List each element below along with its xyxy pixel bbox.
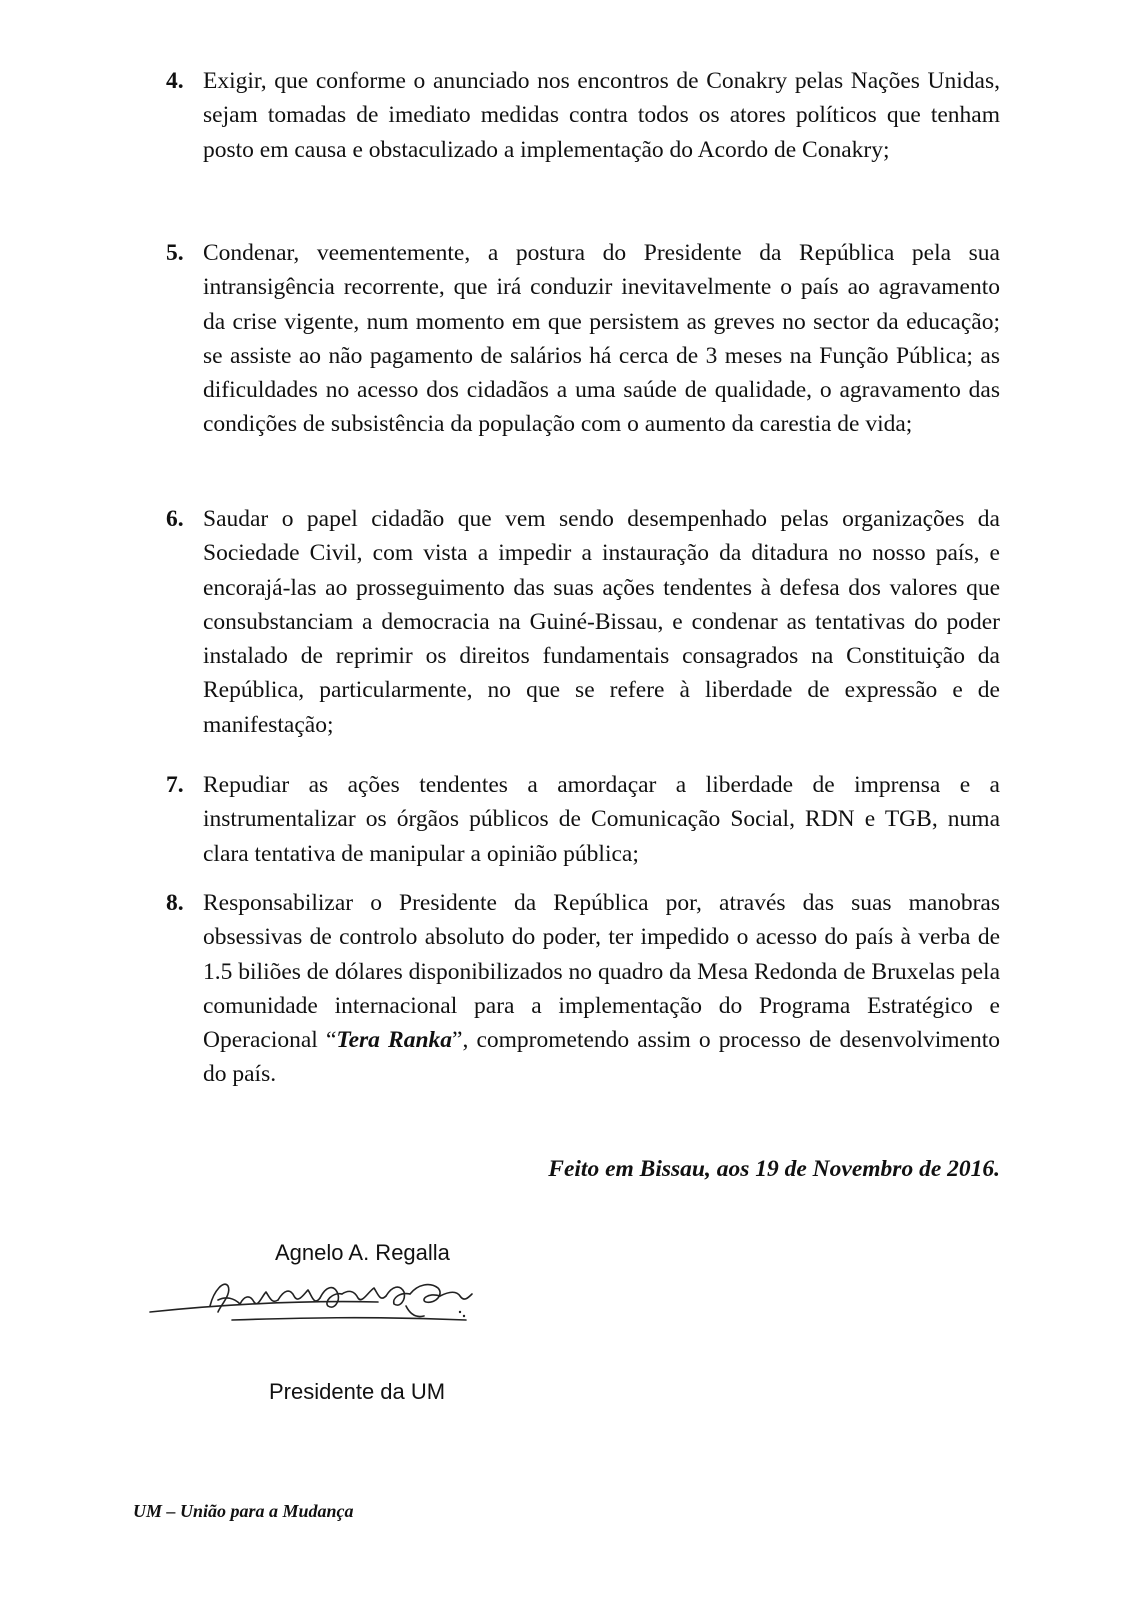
list-item-text: Condenar, veementemente, a postura do Presidente da República pela sua intransigência recorrente, que irá conduzir inevitavelmente o país ao agravamento da crise vigente, num momento em que persistem as greves no sector da educação; se assiste ao não pagamento de salários há cerca de 3 meses na Função Pública; as dificuldades no acesso dos cidadãos a uma saúde de qualidade, o agravamento das condições de subsistência da população com o aumento da carestia de vida; <box>203 240 1000 438</box>
closing-place-date: Feito em Bissau, aos 19 de Novembro de 2016. <box>548 1156 1000 1182</box>
list-item-text: Repudiar as ações tendentes a amordaçar a liberdade de imprensa e a instrumentalizar os órgãos públicos de Comunicação Social, RDN e TGB, numa clara tentativa de manipular a opinião pública; <box>203 772 1000 867</box>
list-item-text: Exigir, que conforme o anunciado nos encontros de Conakry pelas Nações Unidas, sejam tomadas de imediato medidas contra todos os atores políticos que tenham posto em causa e obstaculizado a implementação do Acordo de Conakry; <box>203 68 1000 163</box>
list-item-8 <box>166 886 1000 1092</box>
list-item-text-after: ”, comprometendo assim o processo de desenvolvimento do país. <box>203 1027 1000 1088</box>
list-item-text-before: Responsabilizar o Presidente da República por, através das suas manobras obsessivas de controlo absoluto do poder, ter impedido o acesso do país à verba de 1.5 biliões de dólares disponibilizados no quadro da Mesa Redonda de Bruxelas pela comunidade internacional para a implementação do Programa Estratégico e Operacional “ <box>203 890 1000 1054</box>
list-item-5 <box>166 236 1000 442</box>
list-item-number: 5. <box>166 240 184 266</box>
list-item-4 <box>166 64 1000 167</box>
list-item-number: 6. <box>166 506 184 532</box>
list-item-number: 7. <box>166 772 184 798</box>
list-item-number: 8. <box>166 890 184 916</box>
list-item-number: 4. <box>166 68 184 94</box>
list-item-text <box>203 886 1000 1092</box>
list-item-text: Saudar o papel cidadão que vem sendo desempenhado pelas organizações da Sociedade Civil, com vista a impedir a instauração da ditadura no nosso país, e encorajá-las ao prosseguimento das suas ações tendentes à defesa dos valores que consubstanciam a democracia na Guiné-Bissau, e condenar as tentativas do poder instalado de reprimir os direitos fundamentais consagrados na Constituição da República, particularmente, no que se refere à liberdade de expressão e de manifestação; <box>203 506 1000 738</box>
footer-organization: UM – União para a Mudança <box>133 1501 354 1521</box>
signer-name: Agnelo A. Regalla <box>275 1240 450 1265</box>
program-name: Tera Ranka <box>336 1027 453 1054</box>
list-item-7 <box>166 768 1000 871</box>
list-item-6 <box>166 502 1000 742</box>
handwritten-signature-icon <box>148 1276 518 1372</box>
signer-title: Presidente da UM <box>269 1379 446 1404</box>
